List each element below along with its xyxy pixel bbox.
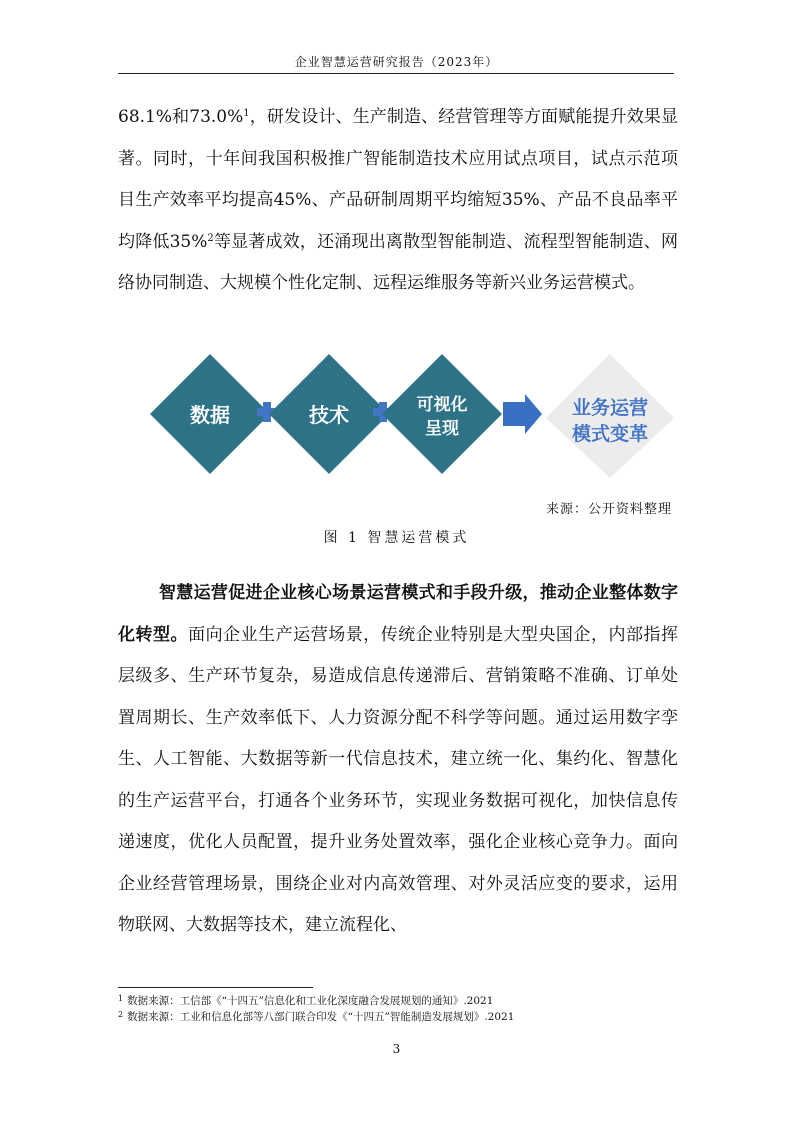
- plus-icon-1-v: [263, 402, 271, 422]
- footnotes: [118, 993, 678, 1025]
- paragraph-2-body: 面向企业生产运营场景，传统企业特别是大型央国企，内部指挥层级多、生产环节复杂，易造成信息传递滞后、营销策略不准确、订单处置周期长、生产效率低下、人力资源分配不科学等问题。通过运用数字孪生、人工智能、大数据等新一代信息技术，建立统一化、集约化、智慧化的生产运营平台，打通各个业务环节，实现业务数据可视化，加快信息传递速度，优化人员配置，提升业务处置效率，强化企业核心竞争力。面向企业经营管理场景，围绕企业对内高效管理、对外灵活应变的要求，运用物联网、大数据等技术，建立流程化、: [118, 624, 679, 935]
- footnote-ref-1[interactable]: 1: [243, 108, 250, 119]
- footnote-2-number: 2: [118, 1010, 124, 1019]
- result-label: 业务运营: [571, 397, 649, 419]
- arrow-right-icon: [503, 394, 542, 434]
- footnote-rule: [118, 987, 313, 988]
- node-visual-label-line2: 呈现: [425, 419, 459, 439]
- figure-caption: 图 1 智慧运营模式: [323, 530, 470, 546]
- paragraph-2: [118, 573, 678, 947]
- page-header: 企业智慧运营研究报告（2023年）: [294, 55, 499, 69]
- footnote-ref-2[interactable]: 2: [207, 232, 214, 244]
- figure-source: 来源：公开资料整理: [545, 502, 672, 517]
- paragraph-1: [118, 97, 678, 305]
- footnote-1: [118, 993, 678, 1009]
- paragraph-2-lead: 智慧运营促进企业核心场景运营模式和手段升级，推动企业整体数字化转型。: [118, 583, 678, 645]
- footnote-2-text: 数据来源：工业和信息化部等八部门联合印发《“十四五”智能制造发展规划》.2021: [127, 1011, 515, 1023]
- paragraph-1-text-c: 等显著成效，还涌现出离散型智能制造、流程型智能制造、网络协同制造、大规模个性化定制、远程运维服务等新兴业务运营模式。: [118, 231, 678, 293]
- footnote-2: [118, 1009, 678, 1025]
- footnote-1-text: 数据来源：工信部《“十四五”信息化和工业化深度融合发展规划的通知》.2021: [127, 995, 494, 1007]
- node-tech-label: 技术: [309, 403, 349, 427]
- paragraph-1-text-a: 68.1%和73.0%: [118, 107, 244, 127]
- paragraph-1-text-b: ，研发设计、生产制造、经营管理等方面赋能提升效果显著。同时，十年间我国积极推广智能制造技术应用试点项目，试点示范项目生产效率平均提高45%、产品研制周期平均缩短35%、产品不良品率平均降低35%: [118, 107, 678, 252]
- footnote-1-number: 1: [118, 994, 124, 1003]
- result-label-line2: 模式变革: [571, 423, 649, 445]
- node-data-label: 数据: [190, 403, 230, 427]
- smart-operation-diagram: [150, 354, 680, 478]
- page-number: 3: [392, 1042, 401, 1056]
- node-visual-label: 可视化: [416, 395, 468, 415]
- header-rule: [118, 73, 674, 74]
